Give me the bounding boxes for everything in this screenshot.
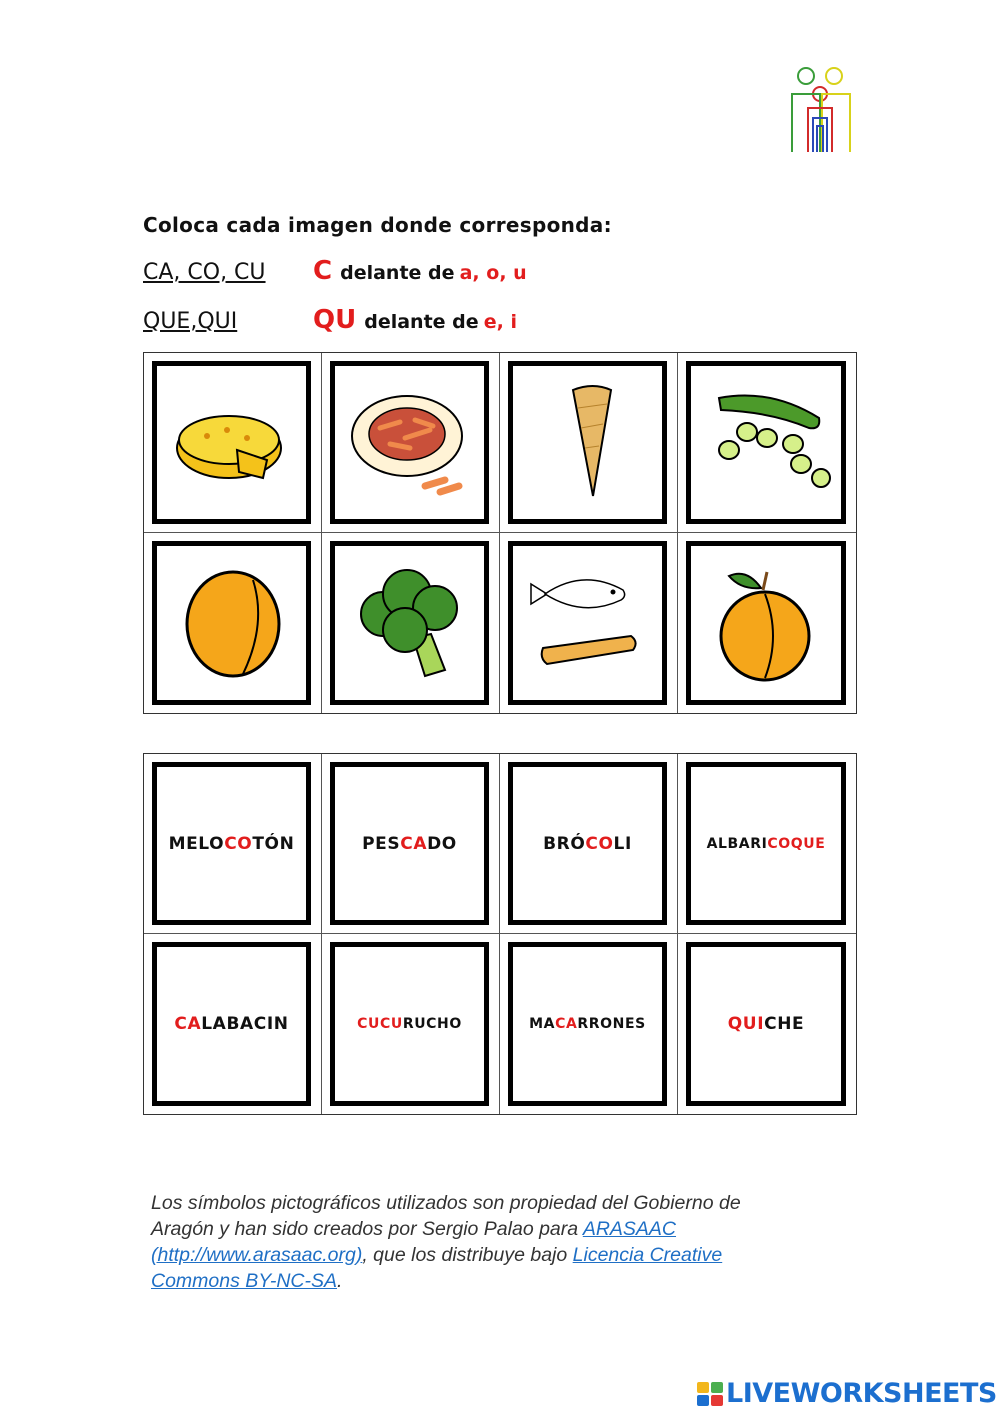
rule-text: delante de	[364, 311, 479, 333]
word-card[interactable]	[152, 942, 311, 1106]
rule-que-qui	[143, 305, 517, 335]
rule-label: QUE,QUI	[143, 309, 238, 334]
word-card[interactable]	[330, 942, 489, 1106]
image-card[interactable]	[686, 361, 846, 524]
rule-letter: C	[313, 256, 333, 286]
liveworksheets-brand[interactable]	[697, 1378, 997, 1409]
macarrones-icon	[345, 378, 475, 508]
word-label: MELOCOTÓN	[168, 833, 295, 854]
image-card[interactable]	[152, 361, 311, 524]
melocoton-icon	[701, 558, 831, 688]
image-card[interactable]	[508, 361, 667, 524]
image-card[interactable]	[508, 541, 667, 705]
word-card[interactable]	[686, 762, 846, 925]
word-card[interactable]	[686, 942, 846, 1106]
cucurucho-icon	[523, 378, 653, 508]
license-link[interactable]: Licencia Creative Commons BY-NC-SA	[151, 1244, 723, 1292]
image-card[interactable]	[330, 541, 489, 705]
credits-text: Los símbolos pictográficos utilizados son propiedad del Gobierno de Aragón y han sido creados por Sergio Palao para ARASAAC (http://www.arasaac.org), que los distribuye bajo Licencia Creative Commons BY-NC-SA.	[151, 1192, 741, 1292]
image-card[interactable]	[152, 541, 311, 705]
calabacin-icon	[701, 378, 831, 508]
rule-letter: QU	[313, 305, 357, 335]
rule-vowels: e, i	[483, 311, 517, 333]
word-card[interactable]	[330, 762, 489, 925]
word-label: BRÓCOLI	[543, 833, 632, 854]
word-grid	[143, 753, 857, 1115]
brocoli-icon	[345, 558, 475, 688]
word-card[interactable]	[152, 762, 311, 925]
word-label: QUICHE	[727, 1014, 805, 1034]
pescado-icon	[523, 558, 653, 688]
image-card[interactable]	[686, 541, 846, 705]
arasaac-logo	[786, 64, 856, 156]
word-card[interactable]	[508, 762, 667, 925]
word-label: PESCADO	[362, 833, 457, 854]
instruction-text: Coloca cada imagen donde corresponda:	[143, 213, 612, 237]
liveworksheets-icon	[697, 1382, 723, 1406]
rule-ca-co-cu	[143, 256, 527, 286]
image-grid	[143, 352, 857, 714]
word-label: CUCURUCHO	[357, 1016, 462, 1032]
albaricoque-icon	[167, 558, 297, 688]
word-label: CALABACIN	[174, 1014, 289, 1034]
rule-vowels: a, o, u	[459, 262, 527, 284]
rule-text: delante de	[340, 262, 455, 284]
arasaac-link[interactable]: ARASAAC (http://www.arasaac.org)	[151, 1218, 677, 1266]
quiche-icon	[167, 378, 297, 508]
rule-label: CA, CO, CU	[143, 260, 266, 285]
word-label: MACARRONES	[529, 1016, 646, 1032]
word-card[interactable]	[508, 942, 667, 1106]
word-label: ALBARICOQUE	[706, 835, 826, 852]
brand-name: LIVEWORKSHEETS	[726, 1378, 997, 1409]
image-card[interactable]	[330, 361, 489, 524]
